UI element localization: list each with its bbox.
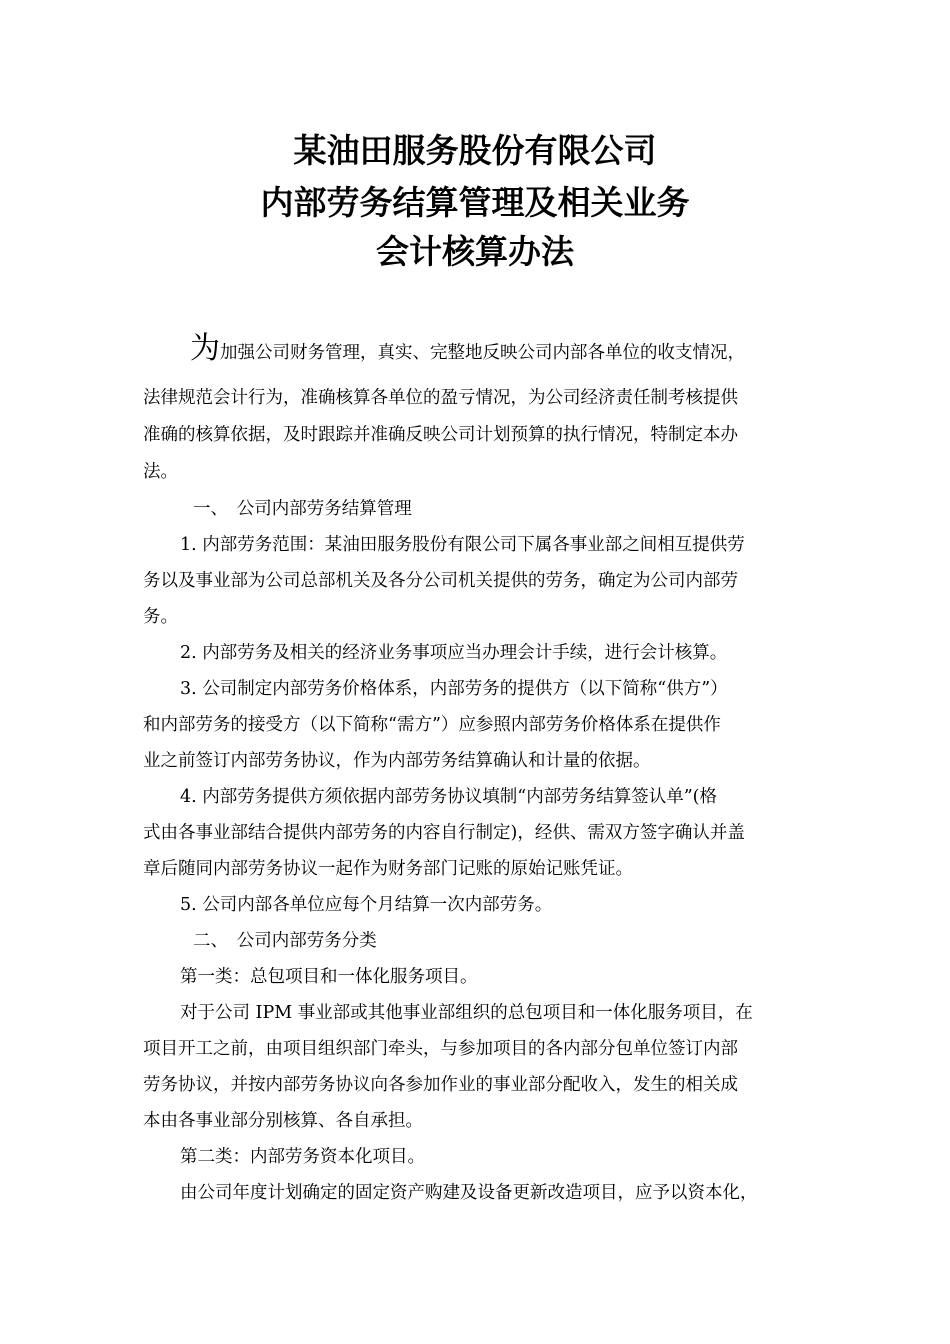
- item1-line-3: 务。: [143, 607, 178, 627]
- item3-line-1: 3. 公司制定内部劳务价格体系，内部劳务的提供方（以下简称“供方”）: [180, 679, 728, 699]
- intro-line-4: 法。: [143, 462, 178, 482]
- item5-line-1: 5. 公司内部各单位应每个月结算一次内部劳务。: [180, 895, 553, 915]
- class1-line-2: 项目开工之前，由项目组织部门牵头，与参加项目的各内部分包单位签订内部: [143, 1039, 738, 1059]
- item1-line-2: 务以及事业部为公司总部机关及各分公司机关提供的劳务，确定为公司内部劳: [143, 571, 738, 591]
- section1-heading: 一、 公司内部劳务结算管理: [193, 499, 412, 519]
- class1-heading: 第一类：总包项目和一体化服务项目。: [180, 967, 478, 987]
- item4-line-1: 4. 内部劳务提供方须依据内部劳务协议填制“内部劳务结算签认单”(格: [180, 787, 717, 807]
- item2-line-1: 2. 内部劳务及相关的经济业务事项应当办理会计手续，进行会计核算。: [180, 643, 728, 663]
- intro-first-char: 为: [190, 331, 220, 366]
- item1-line-1: 1. 内部劳务范围：某油田服务股份有限公司下属各事业部之间相互提供劳: [180, 535, 745, 555]
- class1-line-3: 劳务协议，并按内部劳务协议向各参加作业的事业部分配收入，发生的相关成: [143, 1075, 738, 1095]
- item4-line-3: 章后随同内部劳务协议一起作为财务部门记账的原始记账凭证。: [143, 859, 633, 879]
- item3-line-3: 业之前签订内部劳务协议，作为内部劳务结算确认和计量的依据。: [143, 751, 651, 771]
- intro-line-1: [190, 331, 745, 368]
- title-line-1: 某油田服务股份有限公司: [293, 131, 657, 170]
- intro-line-1-text: 加强公司财务管理，真实、完整地反映公司内部各单位的收支情况，: [220, 343, 745, 363]
- item3-line-2: 和内部劳务的接受方（以下简称“需方”）应参照内部劳务价格体系在提供作: [143, 715, 721, 735]
- class1-line-4: 本由各事业部分别核算、各自承担。: [143, 1111, 423, 1131]
- class2-heading: 第二类：内部劳务资本化项目。: [180, 1147, 425, 1167]
- intro-line-3: 准确的核算依据，及时跟踪并准确反映公司计划预算的执行情况，特制定本办: [143, 425, 738, 445]
- class2-line-1: 由公司年度计划确定的固定资产购建及设备更新改造项目，应予以资本化，: [180, 1183, 758, 1203]
- title-line-2: 内部劳务结算管理及相关业务: [260, 183, 690, 222]
- title-line-3: 会计核算办法: [376, 232, 574, 271]
- class1-line-1: 对于公司 IPM 事业部或其他事业部组织的总包项目和一体化服务项目，在: [180, 1003, 753, 1023]
- section2-heading: 二、 公司内部劳务分类: [193, 931, 377, 951]
- intro-line-2: 法律规范会计行为，准确核算各单位的盈亏情况，为公司经济责任制考核提供: [143, 388, 738, 408]
- item4-line-2: 式由各事业部结合提供内部劳务的内容自行制定)，经供、需双方签字确认并盖: [143, 823, 745, 843]
